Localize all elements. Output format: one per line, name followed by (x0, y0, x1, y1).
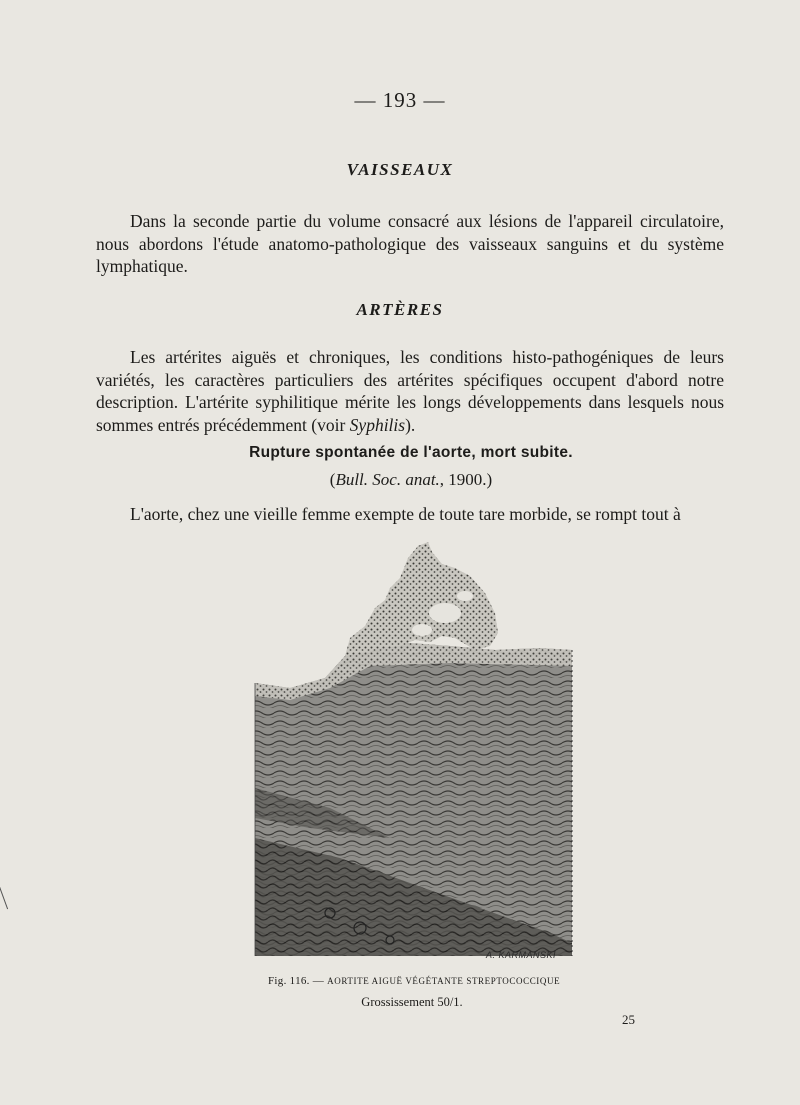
section-heading-arteres: ARTÈRES (356, 300, 444, 319)
margin-scratch-mark (0, 881, 8, 910)
figure-caption-label: Fig. 116. — (268, 975, 325, 987)
paragraph-arteres-end: ). (405, 414, 416, 435)
paragraph-case (96, 503, 724, 526)
figure-caption (268, 975, 568, 987)
case-title: Rupture spontanée de l'aorte, mort subite. (249, 444, 573, 461)
figure-caption-text: AORTITE AIGUË VÉGÉTANTE STREPTOCOCCIQUE (327, 976, 561, 986)
artist-signature: A. KARMANSKI (486, 950, 557, 960)
case-ref-open: ( (329, 470, 336, 489)
syphilis-reference: Syphilis (349, 414, 406, 435)
paragraph-vaisseaux-text: Dans la seconde partie du volume consacré aux lésions de l'appareil circulatoire, nous abordons l'étude anatomo-pathologique des vaisseaux sanguins et du système lymphatique. (96, 211, 724, 276)
case-ref-year: , 1900.) (439, 470, 493, 489)
paragraph-arteres (96, 346, 724, 436)
case-ref-journal: Bull. Soc. anat. (335, 470, 440, 489)
figure-magnification: Grossissement 50/1. (361, 995, 463, 1009)
case-reference (0, 470, 800, 490)
paragraph-case-text: L'aorte, chez une vieille femme exempte de toute tare morbide, se rompt tout à (130, 504, 681, 524)
histology-engraving-image (250, 538, 580, 968)
paragraph-vaisseaux (96, 210, 724, 278)
figure-aortite-histology (250, 538, 580, 968)
page-number: — 193 — (354, 88, 446, 112)
printer-signature-mark: 25 (622, 1012, 635, 1027)
paragraph-arteres-text: Les artérites aiguës et chroniques, les conditions histo-pathogéniques de leurs variétés, les caractères particuliers des artérites spécifiques occupent d'abord notre description. L'artérite syphilitique mérite les longs développements dans lesquels nous sommes entrés précédemment (voir (96, 347, 724, 435)
section-heading-vaisseaux: VAISSEAUX (346, 160, 454, 179)
